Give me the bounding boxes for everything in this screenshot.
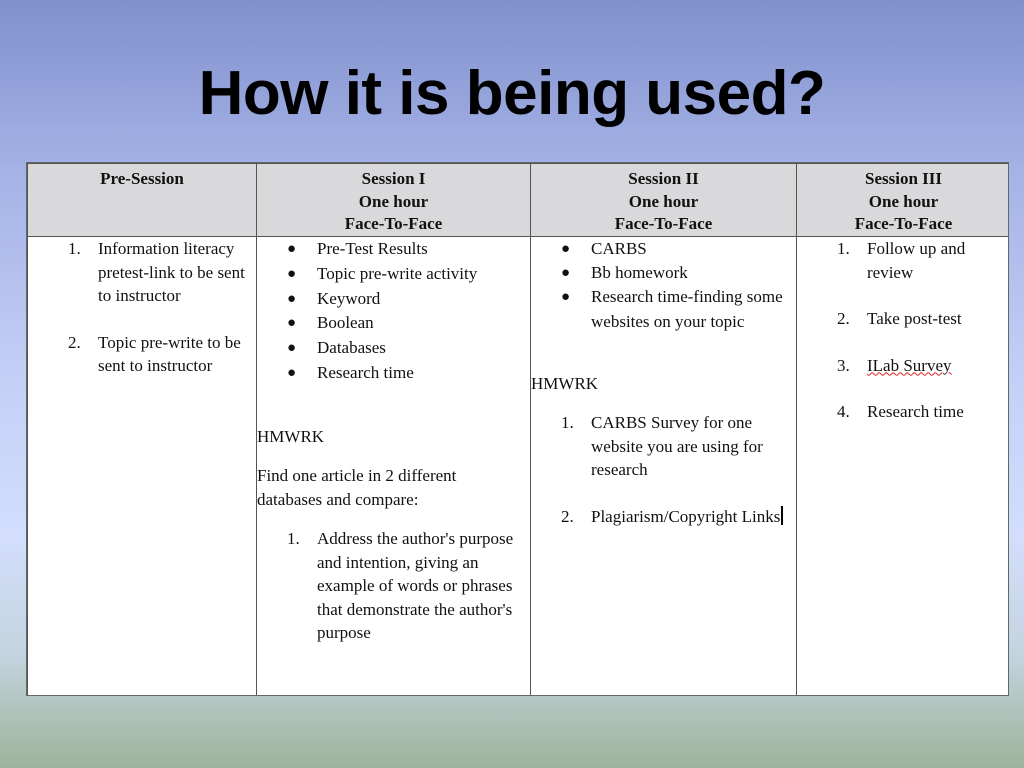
schedule-table — [27, 163, 1009, 696]
item-number: 1. — [561, 413, 574, 433]
item-text: Boolean — [317, 313, 374, 333]
header-pre-session — [28, 164, 257, 237]
header-line: Pre-Session — [100, 169, 184, 188]
header-session-1 — [257, 164, 531, 237]
pre-session-list — [28, 237, 256, 378]
item-text-content: Plagiarism/Copyright Links — [591, 506, 781, 526]
list-item — [257, 361, 530, 386]
item-number: 3. — [837, 355, 850, 375]
body-row — [28, 237, 1010, 697]
item-text: Address the author's purpose and intention, giving an example of words or phrases that demonstrate the author's purpose — [317, 529, 514, 643]
header-line: One hour — [628, 191, 699, 211]
cell-session-3 — [797, 237, 1010, 697]
list-item — [257, 336, 530, 361]
list-item — [797, 307, 1009, 331]
header-line: Session III — [864, 169, 942, 188]
session-2-bullets — [531, 237, 796, 334]
bullet-icon: ● — [561, 289, 571, 306]
text-cursor — [781, 506, 783, 525]
homework-label: HMWRK — [257, 426, 325, 446]
item-number: 1. — [287, 529, 300, 549]
header-line: Session II — [628, 169, 699, 188]
schedule-table-container — [26, 162, 1009, 696]
slide-title: How it is being used? — [198, 59, 826, 128]
list-item — [28, 237, 256, 308]
bullet-icon: ● — [287, 340, 297, 357]
header-line: Face-To-Face — [344, 214, 443, 233]
list-item — [531, 237, 796, 261]
cell-session-2 — [531, 237, 797, 697]
header-line: One hour — [868, 191, 939, 211]
header-session-2 — [531, 164, 797, 237]
item-number: 2. — [837, 309, 850, 328]
bullet-icon: ● — [287, 265, 297, 282]
item-number: 4. — [837, 402, 850, 421]
list-item — [531, 261, 796, 285]
header-line: One hour — [358, 191, 429, 211]
list-item — [531, 411, 796, 482]
item-text: Information literacy pretest-link to be sent to instructor — [98, 239, 245, 305]
item-number: 2. — [68, 332, 81, 352]
list-item — [28, 331, 256, 378]
item-text: Databases — [317, 338, 386, 358]
list-item — [257, 287, 530, 312]
item-text: Keyword — [317, 288, 381, 308]
item-text: Topic pre-write to be sent to instructor — [98, 332, 241, 375]
homework-text: Find one article in 2 different databases and compare: — [257, 466, 457, 509]
item-text: Topic pre-write activity — [317, 263, 478, 283]
session-2-homework-list — [531, 411, 796, 528]
homework-label: HMWRK — [531, 373, 599, 393]
item-text: Research time-finding some websites on your topic — [591, 287, 783, 331]
header-line: Face-To-Face — [854, 214, 953, 233]
list-item — [257, 262, 530, 287]
item-text: Follow up and review — [867, 239, 966, 282]
list-item — [531, 505, 796, 529]
header-session-3 — [797, 164, 1010, 237]
session-3-list — [797, 237, 1009, 424]
list-item — [257, 527, 530, 645]
item-number: 1. — [68, 239, 81, 258]
item-text: Take post-test — [867, 309, 962, 328]
bullet-icon: ● — [287, 241, 297, 257]
list-item — [797, 237, 1009, 284]
item-text: Research time — [317, 362, 414, 382]
bullet-icon: ● — [561, 265, 571, 282]
item-text: Bb homework — [591, 263, 688, 283]
item-text — [591, 505, 796, 529]
spellcheck-underlined-text: ILab Survey — [867, 355, 952, 375]
bullet-icon: ● — [561, 241, 571, 257]
item-number: 1. — [837, 239, 850, 258]
list-item — [797, 400, 1009, 424]
cell-session-1 — [257, 237, 531, 697]
session-1-homework-list — [257, 527, 530, 645]
item-number: 2. — [561, 506, 574, 526]
item-text: Pre-Test Results — [317, 239, 428, 258]
item-text: CARBS — [591, 239, 647, 258]
session-1-bullets — [257, 237, 530, 386]
list-item — [797, 354, 1009, 378]
header-line: Face-To-Face — [614, 214, 713, 233]
list-item — [531, 285, 796, 333]
item-text — [867, 354, 1009, 378]
list-item — [257, 237, 530, 262]
list-item — [257, 311, 530, 336]
bullet-icon: ● — [287, 364, 297, 381]
bullet-icon: ● — [287, 315, 297, 332]
header-line: Session I — [361, 169, 426, 188]
item-text: CARBS Survey for one website you are using for research — [591, 413, 763, 480]
item-text: Research time — [867, 402, 964, 421]
bullet-icon: ● — [287, 290, 297, 307]
cell-pre-session — [28, 237, 257, 697]
header-row — [28, 164, 1010, 237]
